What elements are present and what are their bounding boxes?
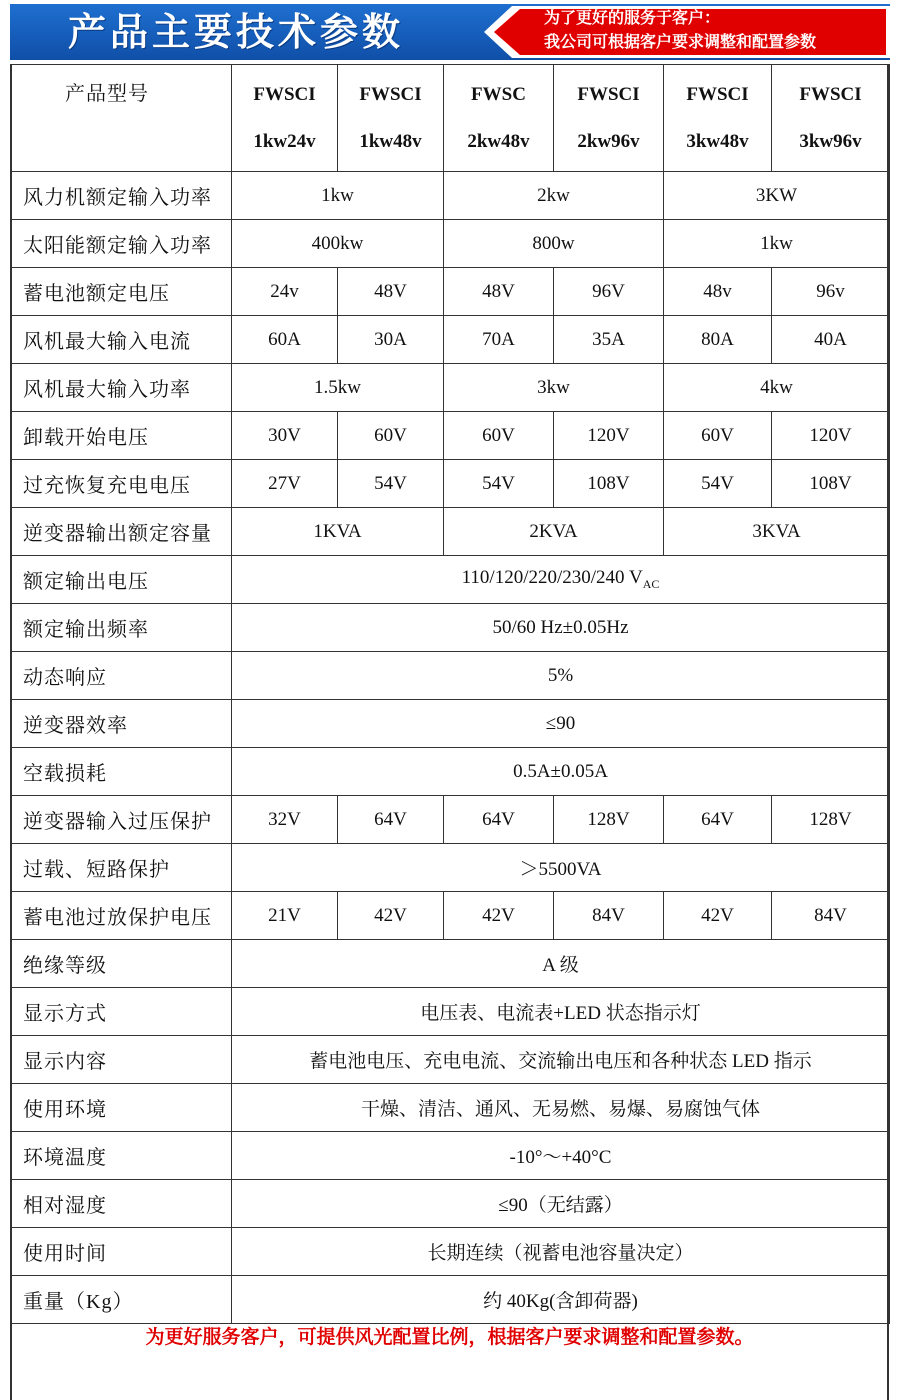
spec-row — [11, 1084, 890, 1132]
spec-value — [232, 604, 890, 652]
spec-label: 风机最大输入功率 — [11, 364, 232, 412]
spec-label: 蓄电池额定电压 — [11, 268, 232, 316]
banner-title: 产品主要技术参数 — [68, 10, 405, 54]
spec-value: 64V — [338, 796, 444, 844]
model-spec: 2kw96v — [577, 131, 640, 152]
spec-value: 70A — [444, 316, 554, 364]
spec-label: 额定输出频率 — [11, 604, 232, 652]
spec-label: 空载损耗 — [11, 748, 232, 796]
spec-row — [11, 844, 890, 892]
spec-row — [11, 316, 890, 364]
spec-value: 3KW — [664, 172, 890, 220]
banner-note — [544, 6, 888, 54]
spec-value: 64V — [664, 796, 772, 844]
header-label: 产品型号 — [11, 65, 232, 172]
spec-value: 48v — [664, 268, 772, 316]
spec-value: 3kw — [444, 364, 664, 412]
model-name: FWSC — [471, 84, 526, 105]
spec-label: 卸载开始电压 — [11, 412, 232, 460]
spec-value-text: A 级 — [542, 955, 579, 976]
spec-row — [11, 460, 890, 508]
spec-value: 120V — [772, 412, 890, 460]
spec-value-subscript: AC — [642, 576, 660, 591]
spec-label: 使用环境 — [11, 1084, 232, 1132]
title-banner — [10, 4, 890, 60]
spec-value: 60V — [338, 412, 444, 460]
spec-value — [232, 1036, 890, 1084]
spec-row — [11, 796, 890, 844]
spec-row — [11, 1132, 890, 1180]
spec-value: 128V — [772, 796, 890, 844]
spec-row — [11, 604, 890, 652]
spec-label: 蓄电池过放保护电压 — [11, 892, 232, 940]
model-cell — [772, 65, 890, 172]
spec-value: 27V — [232, 460, 338, 508]
spec-value — [232, 1084, 890, 1132]
spec-label: 使用时间 — [11, 1228, 232, 1276]
spec-row — [11, 508, 890, 556]
spec-value-text: ≤90 — [545, 712, 576, 734]
spec-value-text: 长期连续（视蓄电池容量决定） — [427, 1243, 694, 1264]
spec-value: 42V — [664, 892, 772, 940]
spec-label: 逆变器输入过压保护 — [11, 796, 232, 844]
spec-value — [232, 652, 890, 700]
spec-value-text: 110/120/220/230/240 V — [461, 567, 643, 589]
spec-value: 1kw — [664, 220, 890, 268]
spec-label: 风力机额定输入功率 — [11, 172, 232, 220]
spec-value-text: 约 40Kg(含卸荷器) — [483, 1291, 638, 1312]
spec-row — [11, 988, 890, 1036]
spec-value: 1kw — [232, 172, 444, 220]
spec-row — [11, 748, 890, 796]
spec-row — [11, 1036, 890, 1084]
spec-row — [11, 172, 890, 220]
spec-value: 60V — [444, 412, 554, 460]
model-cell — [444, 65, 554, 172]
spec-label: 过载、短路保护 — [11, 844, 232, 892]
model-name: FWSCI — [359, 84, 422, 105]
spec-value: 30A — [338, 316, 444, 364]
model-spec: 1kw24v — [253, 131, 316, 152]
spec-value: 64V — [444, 796, 554, 844]
spec-value: 54V — [664, 460, 772, 508]
spec-value — [232, 940, 890, 988]
spec-row — [11, 1180, 890, 1228]
spec-value: 60A — [232, 316, 338, 364]
spec-value: 800w — [444, 220, 664, 268]
model-name: FWSCI — [253, 84, 316, 105]
model-spec: 3kw48v — [686, 131, 749, 152]
spec-value: 42V — [444, 892, 554, 940]
spec-value: 84V — [554, 892, 664, 940]
spec-row — [11, 220, 890, 268]
spec-value: 48V — [444, 268, 554, 316]
spec-label: 逆变器输出额定容量 — [11, 508, 232, 556]
spec-value — [232, 1180, 890, 1228]
model-cell — [664, 65, 772, 172]
spec-value: 108V — [554, 460, 664, 508]
model-spec: 2kw48v — [467, 131, 530, 152]
spec-value: 42V — [338, 892, 444, 940]
spec-label: 过充恢复充电电压 — [11, 460, 232, 508]
spec-value: 35A — [554, 316, 664, 364]
spec-label: 显示内容 — [11, 1036, 232, 1084]
spec-value: 54V — [444, 460, 554, 508]
spec-value-text: 电压表、电流表+LED 状态指示灯 — [420, 1003, 701, 1024]
footer-note: 为更好服务客户，可提供风光配置比例，根据客户要求调整和配置参数。 — [145, 1326, 754, 1348]
spec-value-text: 干燥、清洁、通风、无易燃、易爆、易腐蚀气体 — [360, 1099, 760, 1120]
spec-value — [232, 844, 890, 892]
model-cell — [232, 65, 338, 172]
spec-value — [232, 748, 890, 796]
spec-value-text: 50/60 Hz±0.05Hz — [492, 616, 629, 638]
spec-row — [11, 700, 890, 748]
spec-row — [11, 268, 890, 316]
spec-value: 32V — [232, 796, 338, 844]
spec-row — [11, 652, 890, 700]
banner-note-line2: 我公司可根据客户要求调整和配置参数 — [544, 32, 817, 51]
spec-value: 1KVA — [232, 508, 444, 556]
spec-value-text: 5% — [547, 664, 574, 686]
spec-row — [11, 364, 890, 412]
spec-value — [232, 1228, 890, 1276]
model-spec: 3kw96v — [799, 131, 862, 152]
spec-label: 相对湿度 — [11, 1180, 232, 1228]
model-cell — [338, 65, 444, 172]
spec-value-text: 蓄电池电压、充电电流、交流输出电压和各种状态 LED 指示 — [309, 1051, 812, 1072]
spec-value: 84V — [772, 892, 890, 940]
spec-value — [232, 988, 890, 1036]
spec-value: 3KVA — [664, 508, 890, 556]
spec-value: 48V — [338, 268, 444, 316]
spec-value: 30V — [232, 412, 338, 460]
spec-table — [10, 64, 890, 1324]
spec-value: 96V — [554, 268, 664, 316]
spec-value: 2kw — [444, 172, 664, 220]
spec-value-text: ＞5500VA — [519, 859, 602, 880]
spec-row — [11, 412, 890, 460]
spec-value: 60V — [664, 412, 772, 460]
spec-label: 重量（Kg） — [11, 1276, 232, 1324]
spec-label: 动态响应 — [11, 652, 232, 700]
spec-label: 太阳能额定输入功率 — [11, 220, 232, 268]
spec-label: 显示方式 — [11, 988, 232, 1036]
spec-value: 21V — [232, 892, 338, 940]
spec-value: 1.5kw — [232, 364, 444, 412]
model-name: FWSCI — [799, 84, 862, 105]
spec-value-text: ≤90（无结露） — [498, 1195, 623, 1216]
spec-value: 120V — [554, 412, 664, 460]
spec-value-text: 0.5A±0.05A — [513, 760, 608, 782]
spec-value — [232, 700, 890, 748]
spec-value: 400kw — [232, 220, 444, 268]
spec-value: 108V — [772, 460, 890, 508]
spec-value: 4kw — [664, 364, 890, 412]
spec-value: 2KVA — [444, 508, 664, 556]
spec-row — [11, 1228, 890, 1276]
header-row — [11, 65, 890, 172]
spec-row — [11, 940, 890, 988]
spec-value: 54V — [338, 460, 444, 508]
spec-value-text: -10°～+40°C — [509, 1147, 612, 1168]
spec-value — [232, 556, 890, 604]
spec-value: 24v — [232, 268, 338, 316]
model-name: FWSCI — [577, 84, 640, 105]
model-spec: 1kw48v — [359, 131, 422, 152]
spec-label: 逆变器效率 — [11, 700, 232, 748]
model-name: FWSCI — [686, 84, 749, 105]
spec-value — [232, 1276, 890, 1324]
spec-label: 额定输出电压 — [11, 556, 232, 604]
spec-value: 40A — [772, 316, 890, 364]
banner-note-line1: 为了更好的服务于客户： — [544, 8, 721, 27]
spec-value: 80A — [664, 316, 772, 364]
spec-row — [11, 1276, 890, 1324]
spec-value: 96v — [772, 268, 890, 316]
spec-row — [11, 892, 890, 940]
spec-value: 128V — [554, 796, 664, 844]
model-cell — [554, 65, 664, 172]
spec-label: 环境温度 — [11, 1132, 232, 1180]
spec-value — [232, 1132, 890, 1180]
spec-label: 绝缘等级 — [11, 940, 232, 988]
spec-row — [11, 556, 890, 604]
spec-label: 风机最大输入电流 — [11, 316, 232, 364]
